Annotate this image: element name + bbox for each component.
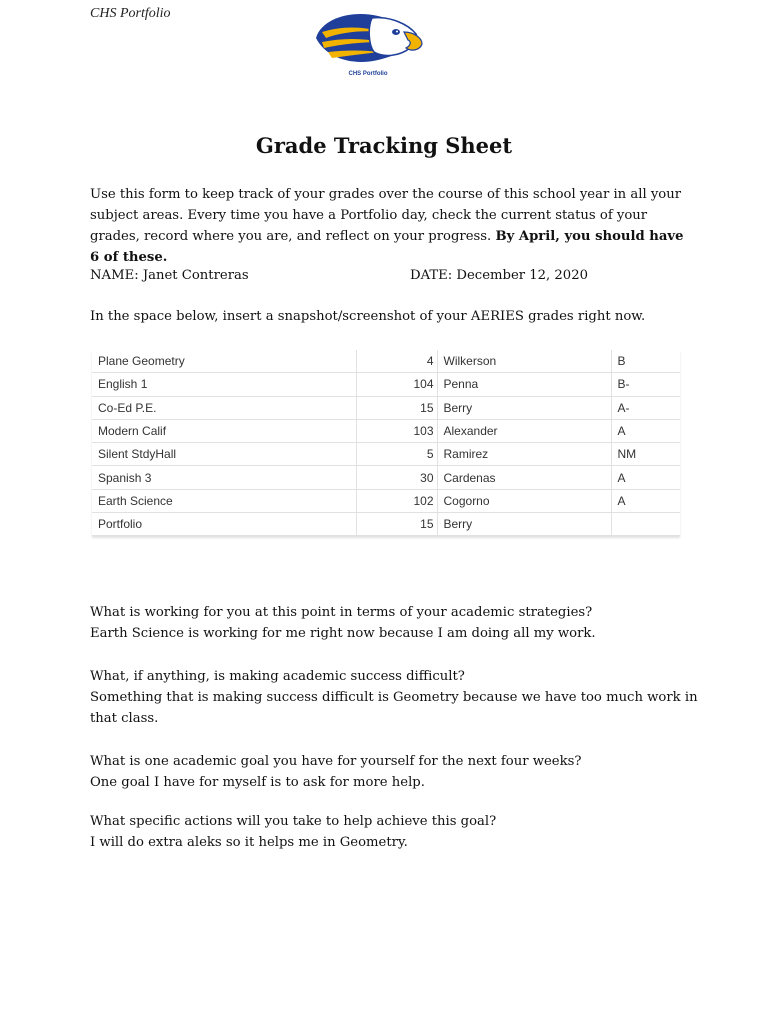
question-text: What is working for you at this point in terms of your academic strategies? bbox=[90, 605, 593, 620]
course-cell: English 1 bbox=[92, 373, 356, 396]
table-row bbox=[92, 489, 680, 512]
mark-cell: A bbox=[611, 466, 680, 489]
table-row bbox=[92, 513, 680, 536]
period-cell: 103 bbox=[356, 419, 437, 442]
eagle-logo bbox=[312, 8, 424, 88]
header-portfolio-label: CHS Portfolio bbox=[90, 6, 171, 21]
period-cell: 30 bbox=[356, 466, 437, 489]
question-block-3 bbox=[90, 751, 710, 793]
answer-text: One goal I have for myself is to ask for more help. bbox=[90, 775, 425, 790]
course-cell: Earth Science bbox=[92, 489, 356, 512]
question-text: What specific actions will you take to help achieve this goal? bbox=[90, 814, 497, 829]
teacher-cell: Berry bbox=[437, 396, 611, 419]
mark-cell: A bbox=[611, 419, 680, 442]
answer-text: Something that is making success difficult is Geometry because we have too much work in that class. bbox=[90, 690, 698, 726]
intro-deadline-bold: By April, you should have 6 of these. bbox=[90, 229, 684, 265]
mark-cell bbox=[611, 513, 680, 536]
table-row bbox=[92, 373, 680, 396]
teacher-cell: Cogorno bbox=[437, 489, 611, 512]
answer-text: I will do extra aleks so it helps me in Geometry. bbox=[90, 835, 408, 850]
student-name: NAME: Janet Contreras bbox=[90, 268, 249, 283]
period-cell: 5 bbox=[356, 443, 437, 466]
grades-snapshot-table bbox=[92, 350, 680, 536]
intro-paragraph bbox=[90, 184, 690, 268]
period-cell: 15 bbox=[356, 513, 437, 536]
period-cell: 15 bbox=[356, 396, 437, 419]
table-row bbox=[92, 419, 680, 442]
mark-cell: B bbox=[611, 350, 680, 373]
teacher-cell: Ramirez bbox=[437, 443, 611, 466]
mark-cell: B- bbox=[611, 373, 680, 396]
mark-cell: A bbox=[611, 489, 680, 512]
course-cell: Modern Calif bbox=[92, 419, 356, 442]
entry-date: DATE: December 12, 2020 bbox=[410, 268, 588, 283]
question-text: What, if anything, is making academic success difficult? bbox=[90, 669, 465, 684]
teacher-cell: Cardenas bbox=[437, 466, 611, 489]
question-text: What is one academic goal you have for yourself for the next four weeks? bbox=[90, 754, 582, 769]
table-row bbox=[92, 350, 680, 373]
mark-cell: NM bbox=[611, 443, 680, 466]
snapshot-instruction: In the space below, insert a snapshot/screenshot of your AERIES grades right now. bbox=[90, 309, 646, 324]
answer-text: Earth Science is working for me right now because I am doing all my work. bbox=[90, 626, 596, 641]
mark-cell: A- bbox=[611, 396, 680, 419]
course-cell: Portfolio bbox=[92, 513, 356, 536]
logo-caption: CHS Portfolio bbox=[348, 71, 388, 77]
page-title: Grade Tracking Sheet bbox=[255, 133, 513, 158]
teacher-cell: Berry bbox=[437, 513, 611, 536]
question-block-2 bbox=[90, 666, 710, 729]
course-cell: Co-Ed P.E. bbox=[92, 396, 356, 419]
teacher-cell: Alexander bbox=[437, 419, 611, 442]
period-cell: 104 bbox=[356, 373, 437, 396]
eagle-head-icon bbox=[312, 8, 424, 70]
question-block-1 bbox=[90, 602, 710, 644]
period-cell: 102 bbox=[356, 489, 437, 512]
teacher-cell: Penna bbox=[437, 373, 611, 396]
period-cell: 4 bbox=[356, 350, 437, 373]
course-cell: Silent StdyHall bbox=[92, 443, 356, 466]
teacher-cell: Wilkerson bbox=[437, 350, 611, 373]
table-row bbox=[92, 466, 680, 489]
table-row bbox=[92, 443, 680, 466]
table-row bbox=[92, 396, 680, 419]
course-cell: Plane Geometry bbox=[92, 350, 356, 373]
question-block-4 bbox=[90, 811, 710, 853]
course-cell: Spanish 3 bbox=[92, 466, 356, 489]
intro-text: Use this form to keep track of your grades over the course of this school year in all your subject areas. Every time you have a Portfolio day, check the current status of your grades, record where you are, and reflect on your progress. bbox=[90, 187, 682, 244]
